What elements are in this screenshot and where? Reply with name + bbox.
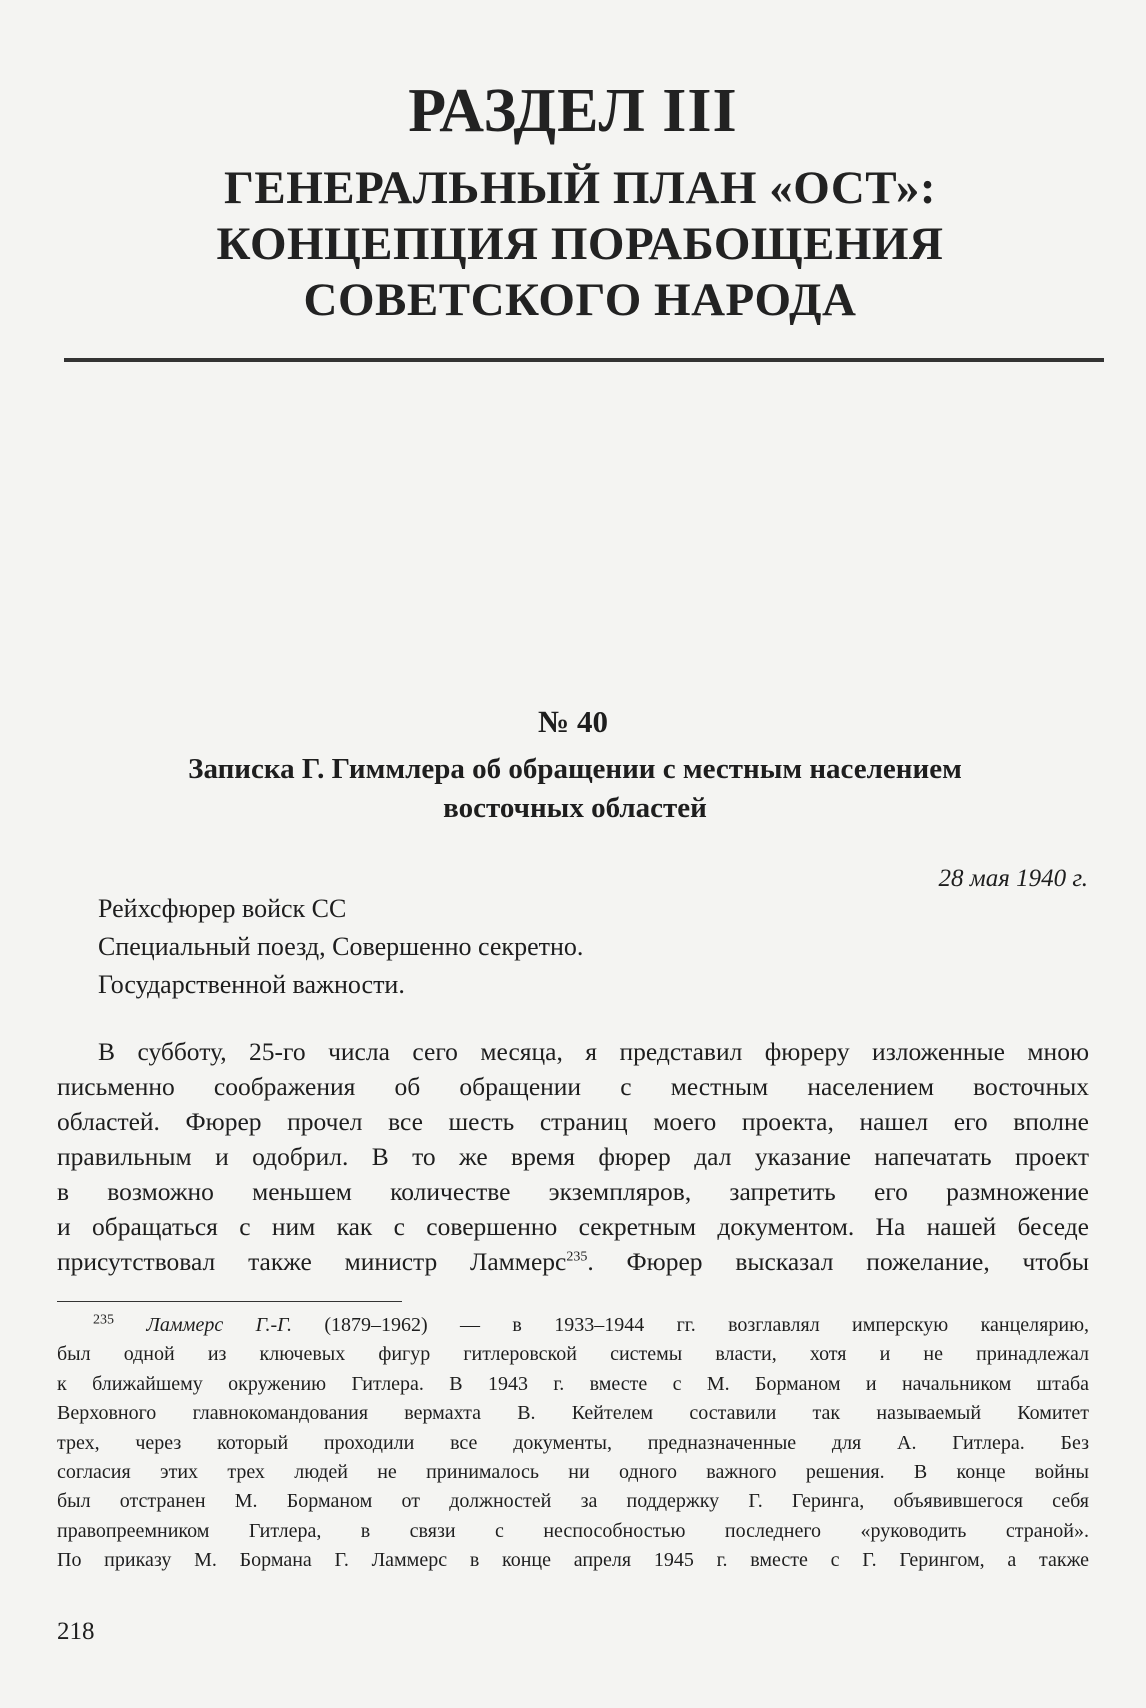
document-body: [57, 1034, 1089, 1279]
document-title: [60, 750, 1090, 828]
document-header-line: Специальный поезд, Совершенно секретно.: [98, 932, 584, 961]
body-line: В субботу, 25-го числа сего месяца, я представил фюреру изложенные мною: [98, 1037, 1089, 1066]
section-divider: [64, 358, 1104, 362]
document-header-line: Рейхсфюрер войск СС: [98, 894, 347, 923]
document-title-line: восточных областей: [443, 792, 707, 824]
document-number: № 40: [538, 704, 608, 739]
footnote-marker: 235: [93, 1312, 114, 1328]
body-line: правильным и одобрил. В то же время фюрер дал указание напечатать проект: [57, 1142, 1089, 1171]
footnote-line: согласия этих трех людей не принималось ни одного важного решения. В конце войны: [57, 1461, 1089, 1484]
footnote-line: к ближайшему окружению Гитлера. В 1943 г. вместе с М. Борманом и начальником штаба: [57, 1372, 1089, 1395]
body-line: и обращаться с ним как с совершенно секретным документом. На нашей беседе: [57, 1212, 1089, 1241]
footnote-reference[interactable]: 235: [566, 1249, 588, 1265]
document-header-line: Государственной важности.: [98, 970, 405, 999]
footnote-line: [57, 1311, 1089, 1340]
footnote-line: трех, через который проходили все документы, предназначенные для А. Гитлера. Без: [57, 1431, 1089, 1454]
section-subtitle: [60, 160, 1100, 328]
footnote-divider: [57, 1301, 402, 1302]
footnote-author: Ламмерс Г.-Г.: [146, 1314, 292, 1336]
body-line-text: присутствовал также министр Ламмерс: [57, 1247, 567, 1276]
footnote-line: правопреемником Гитлера, в связи с неспособностью последнего «руководить страной».: [57, 1519, 1089, 1542]
page-number: 218: [57, 1618, 95, 1645]
body-line-text: . Фюрер высказал пожелание, чтобы: [587, 1247, 1089, 1276]
body-line: письменно соображения об обращении с местным населением восточных: [57, 1072, 1089, 1101]
footnote-line: Верховного главнокомандования вермахта В. Кейтелем составили так называемый Комитет: [57, 1402, 1089, 1425]
footnote-line: По приказу М. Бормана Г. Ламмерс в конце апреля 1945 г. вместе с Г. Герингом, а также: [57, 1549, 1089, 1572]
footnote-text: (1879–1962) — в 1933–1944 гг. возглавлял имперскую канцелярию,: [291, 1314, 1090, 1336]
body-line: [57, 1244, 1089, 1279]
body-line: областей. Фюрер прочел все шесть страниц моего проекта, нашел его вполне: [57, 1107, 1089, 1136]
section-subtitle-line: СОВЕТСКОГО НАРОДА: [303, 274, 857, 326]
footnote-line: был одной из ключевых фигур гитлеровской системы власти, хотя и не принадлежал: [57, 1343, 1089, 1366]
document-header: [98, 890, 583, 1004]
section-title: РАЗДЕЛ III: [408, 77, 738, 145]
document-title-line: Записка Г. Гиммлера об обращении с местным населением: [188, 753, 962, 785]
footnote-line: был отстранен М. Борманом от должностей за поддержку Г. Геринга, объявившегося себя: [57, 1490, 1089, 1513]
section-subtitle-line: КОНЦЕПЦИЯ ПОРАБОЩЕНИЯ: [216, 218, 944, 270]
footnote: [57, 1311, 1089, 1576]
body-line: в возможно меньшем количестве экземпляров, запретить его размножение: [57, 1177, 1089, 1206]
document-date: 28 мая 1940 г.: [938, 865, 1088, 892]
section-subtitle-line: ГЕНЕРАЛЬНЫЙ ПЛАН «ОСТ»:: [223, 162, 937, 214]
